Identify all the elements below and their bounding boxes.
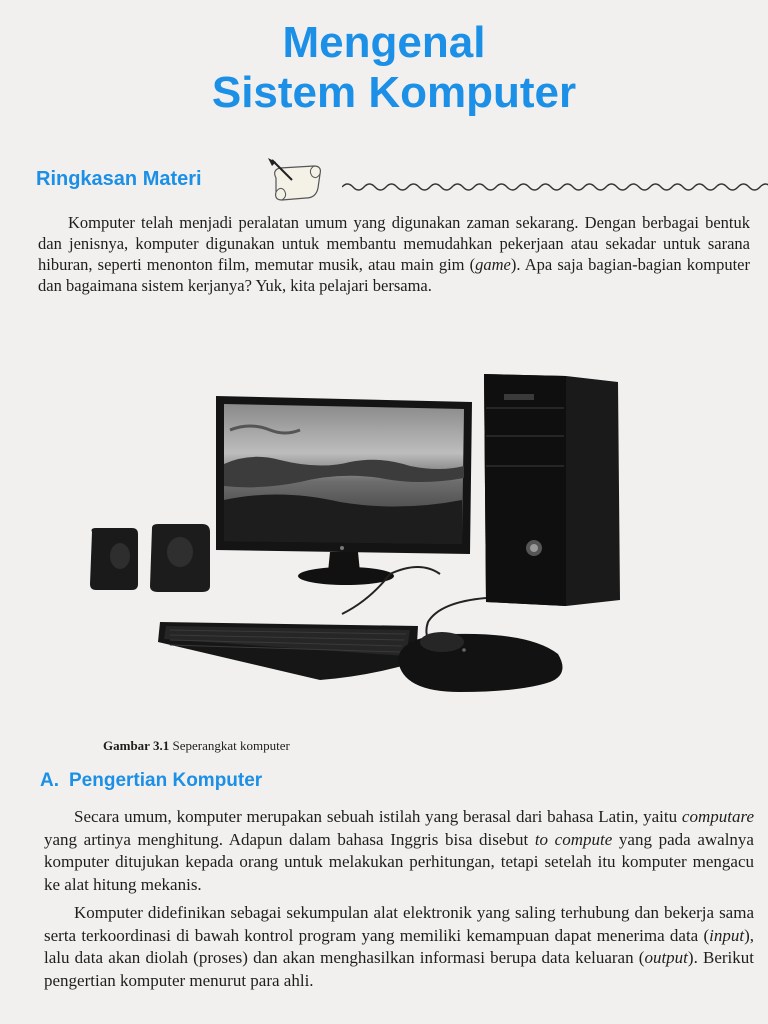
scroll-quill-icon <box>262 158 334 210</box>
p2-text-3: ). Berikut pengertian komputer menurut para ahli. <box>44 948 755 990</box>
page-title <box>0 18 768 118</box>
figure-caption-text: Seperangkat komputer <box>172 738 290 753</box>
title-line-2: Sistem Komputer <box>211 68 577 117</box>
computer-set-figure <box>80 360 640 695</box>
p1-italic-to-compute: to compute <box>534 829 613 849</box>
p2-italic-output: output <box>644 948 688 967</box>
p1-text-2: yang artinya menghitung. Adapun dalam bahasa Inggris bisa disebut <box>44 829 535 849</box>
summary-italic-game: game <box>475 255 511 274</box>
title-line-1: Mengenal <box>282 18 486 67</box>
section-letter: A. <box>40 770 59 791</box>
section-a-paragraph-2 <box>44 902 754 992</box>
mouse-icon <box>398 632 563 692</box>
computer-tower-icon <box>484 374 620 606</box>
p2-text-1: Komputer didefinikan sebagai sekumpulan alat elektronik yang saling terhubung dan bekerja sama serta terkoordinasi di bawah kontrol program yang memiliki kemampuan dapat menerima data ( <box>44 903 754 945</box>
figure-caption <box>103 738 290 754</box>
p2-text-2: ), lalu data akan diolah (proses) dan akan menghasilkan informasi berupa data keluaran ( <box>44 925 754 967</box>
monitor-icon <box>216 396 472 585</box>
figure-label: Gambar 3.1 <box>103 738 170 753</box>
keyboard-icon <box>158 622 418 680</box>
section-a-heading <box>40 770 262 792</box>
speaker-icon <box>90 524 210 592</box>
summary-text-1: Komputer telah menjadi peralatan umum yang digunakan zaman sekarang. Dengan berbagai bentuk dan jenisnya, komputer digunakan untuk membantu memudahkan pekerjaan atau sekadar untuk sarana hiburan, seperti menonton film, memutar musik, atau main gim ( <box>38 213 750 274</box>
summary-heading: Ringkasan Materi <box>36 168 202 190</box>
summary-text-2: ). Apa saja bagian-bagian komputer dan bagaimana sistem kerjanya? Yuk, kita pelajari bersama. <box>38 255 750 295</box>
summary-paragraph <box>38 212 750 296</box>
summary-heading-row <box>36 166 748 206</box>
p1-text-1: Secara umum, komputer merupakan sebuah istilah yang berasal dari bahasa Latin, yaitu <box>74 807 682 826</box>
wavy-divider <box>342 180 768 194</box>
p1-text-3: yang pada awalnya komputer ditujukan kepada orang untuk melakukan perhitungan, tetapi setelah itu komputer mengacu ke alat hitung mekanis. <box>44 829 754 894</box>
p2-italic-input: input <box>709 925 745 945</box>
section-a-paragraph-1 <box>44 806 754 896</box>
section-title: Pengertian Komputer <box>69 770 263 791</box>
p1-italic-computare: computare <box>681 807 754 826</box>
